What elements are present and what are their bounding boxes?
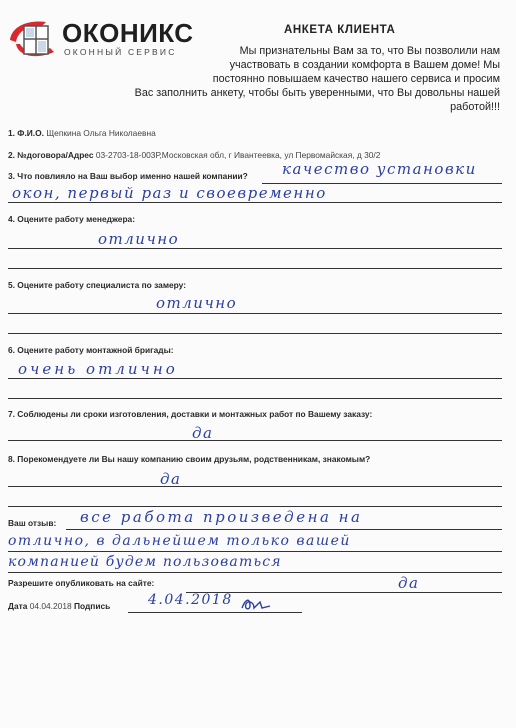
q3-answer-line-1: качество установки	[282, 160, 477, 178]
q6-answer: очень отлично	[18, 360, 178, 378]
q8-answer: да	[160, 470, 182, 488]
q8-label: 8. Порекомендуете ли Вы нашу компанию своим друзьям, родственникам, знакомым?	[8, 454, 371, 464]
q5-answer: отлично	[156, 294, 238, 312]
q2-row	[8, 150, 380, 160]
q3-answer-line-2: окон, первый раз и своевременно	[12, 184, 327, 202]
signature-label: Подпись	[73, 601, 111, 611]
review-label: Ваш отзыв:	[8, 518, 57, 528]
intro-line: постоянно повышаем качество нашего сервиса и просим	[212, 73, 500, 85]
q3-label: 3. Что повлияло на Ваш выбор именно нашей компании?	[8, 171, 248, 181]
publish-label: Разрешите опубликовать на сайте:	[8, 578, 155, 588]
q7-answer: да	[192, 424, 214, 442]
answer-line	[8, 333, 502, 334]
brand-tagline: ОКОННЫЙ СЕРВИС	[64, 47, 177, 57]
brand-name: ОКОНИКС	[62, 18, 194, 48]
answer-line	[8, 486, 502, 487]
q4-label: 4. Оцените работу менеджера:	[8, 214, 136, 224]
intro-line: Вас заполнить анкету, чтобы быть уверенными, что Вы довольны нашей работой!!!	[134, 87, 500, 113]
q5-label: 5. Оцените работу специалиста по замеру:	[8, 280, 187, 290]
signature-date: 4.04.2018	[148, 592, 233, 608]
intro-line: Мы признательны Вам за то, что Вы позволили нам	[239, 45, 500, 57]
date-row	[8, 601, 110, 611]
q7-label: 7. Соблюдены ли сроки изготовления, доставки и монтажных работ по Вашему заказу:	[8, 409, 373, 419]
answer-line	[8, 506, 502, 507]
review-line-2: отлично, в дальнейшем только вашей	[8, 533, 351, 549]
date-value: 04.04.2018	[29, 601, 72, 611]
answer-line	[186, 592, 502, 593]
page-title: АНКЕТА КЛИЕНТА	[284, 24, 396, 36]
q2-label: 2. №договора/Адрес	[8, 150, 94, 160]
q2-value: 03-2703-18-003Р,Московская обл, г Ивантеевка, ул Первомайская, д 30/2	[95, 150, 381, 160]
publish-answer: да	[398, 574, 420, 592]
q6-label: 6. Оцените работу монтажной бригады:	[8, 345, 174, 355]
answer-line	[8, 572, 502, 573]
answer-line	[66, 529, 502, 530]
answer-line	[8, 202, 502, 203]
answer-line	[8, 268, 502, 269]
answer-line	[8, 440, 502, 441]
answer-line	[8, 398, 502, 399]
q1-row	[8, 128, 156, 138]
answer-line	[8, 313, 502, 314]
signature-mark	[240, 596, 280, 612]
intro-line: участвовать в создании комфорта в Вашем доме! Мы	[229, 59, 500, 71]
answer-line	[8, 248, 502, 249]
intro-text	[92, 44, 500, 114]
answer-line	[8, 378, 502, 379]
q1-value: Щепкина Ольга Николаевна	[46, 128, 156, 138]
date-label: Дата	[8, 601, 28, 611]
review-line-1: все работа произведена на	[80, 508, 363, 526]
answer-line	[8, 551, 502, 552]
q1-label: 1. Ф.И.О.	[8, 128, 44, 138]
review-line-3: компанией будем пользоваться	[8, 554, 282, 570]
signature-line	[128, 612, 302, 613]
q4-answer: отлично	[98, 230, 180, 248]
